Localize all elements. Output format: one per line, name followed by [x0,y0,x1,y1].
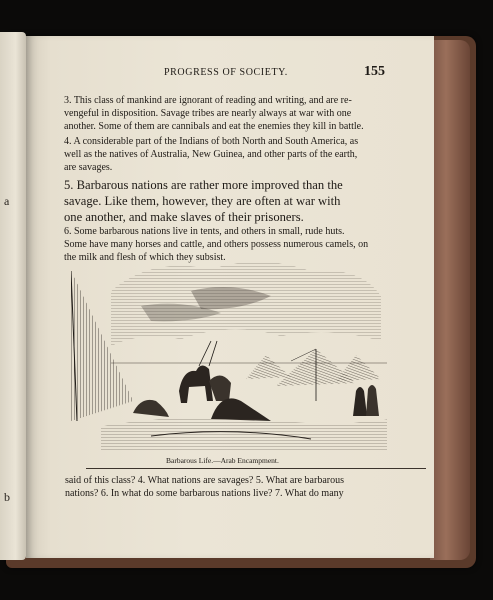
running-title: PROGRESS OF SOCIETY. [164,67,288,78]
left-page-edge [0,32,26,560]
book-page [26,36,434,558]
camel [179,365,213,403]
text-line: nations? 6. In what do some barbarous nations live? 7. What do many [65,488,344,499]
ground [101,417,387,451]
text-line: 4. A considerable part of the Indians of both North and South America, as [64,136,359,147]
text-line: said of this class? 4. What nations are savages? 5. What are barbarous [65,475,344,486]
paragraph-5 [64,177,424,225]
text-line: are savages. [64,162,113,173]
text-line: well as the natives of Australia, New Guinea, and other parts of the earth, [64,149,358,160]
distant-tent [246,355,291,379]
divider [86,468,426,469]
text-line: 6. Some barbarous nations live in tents, and others in small, rude huts. [64,226,345,237]
text-line: vengeful in disposition. Savage tribes are nearly always at war with one [64,108,352,119]
standing-figure [366,385,379,416]
paragraph-3 [64,94,424,133]
standing-figure [353,387,367,416]
text-line: 3. This class of mankind are ignorant of reading and writing, and are re- [64,95,352,106]
arab-encampment-illustration [71,251,387,456]
tent-right [336,355,381,381]
text-line: 5. Barbarous nations are rather more improved than the [64,178,343,192]
text-line: another. Some of them are cannibals and eat the enemies they kill in battle. [64,121,364,132]
paragraph-4 [64,135,424,174]
page-number: 155 [364,64,385,79]
text-line: one another, and make slaves of their prisoners. [64,210,304,224]
left-page-fragment: a [4,194,10,208]
left-page-fragment: b [4,490,10,504]
review-questions [65,474,425,500]
book-cover-edge [430,40,470,560]
text-line: savage. Like them, however, they are often at war with [64,194,341,208]
text-line: Some have many horses and cattle, and others possess numerous camels, on [64,239,369,250]
text-line: the milk and flesh of which they subsist. [64,252,226,263]
illustration-caption: Barbarous Life.—Arab Encampment. [166,456,279,465]
